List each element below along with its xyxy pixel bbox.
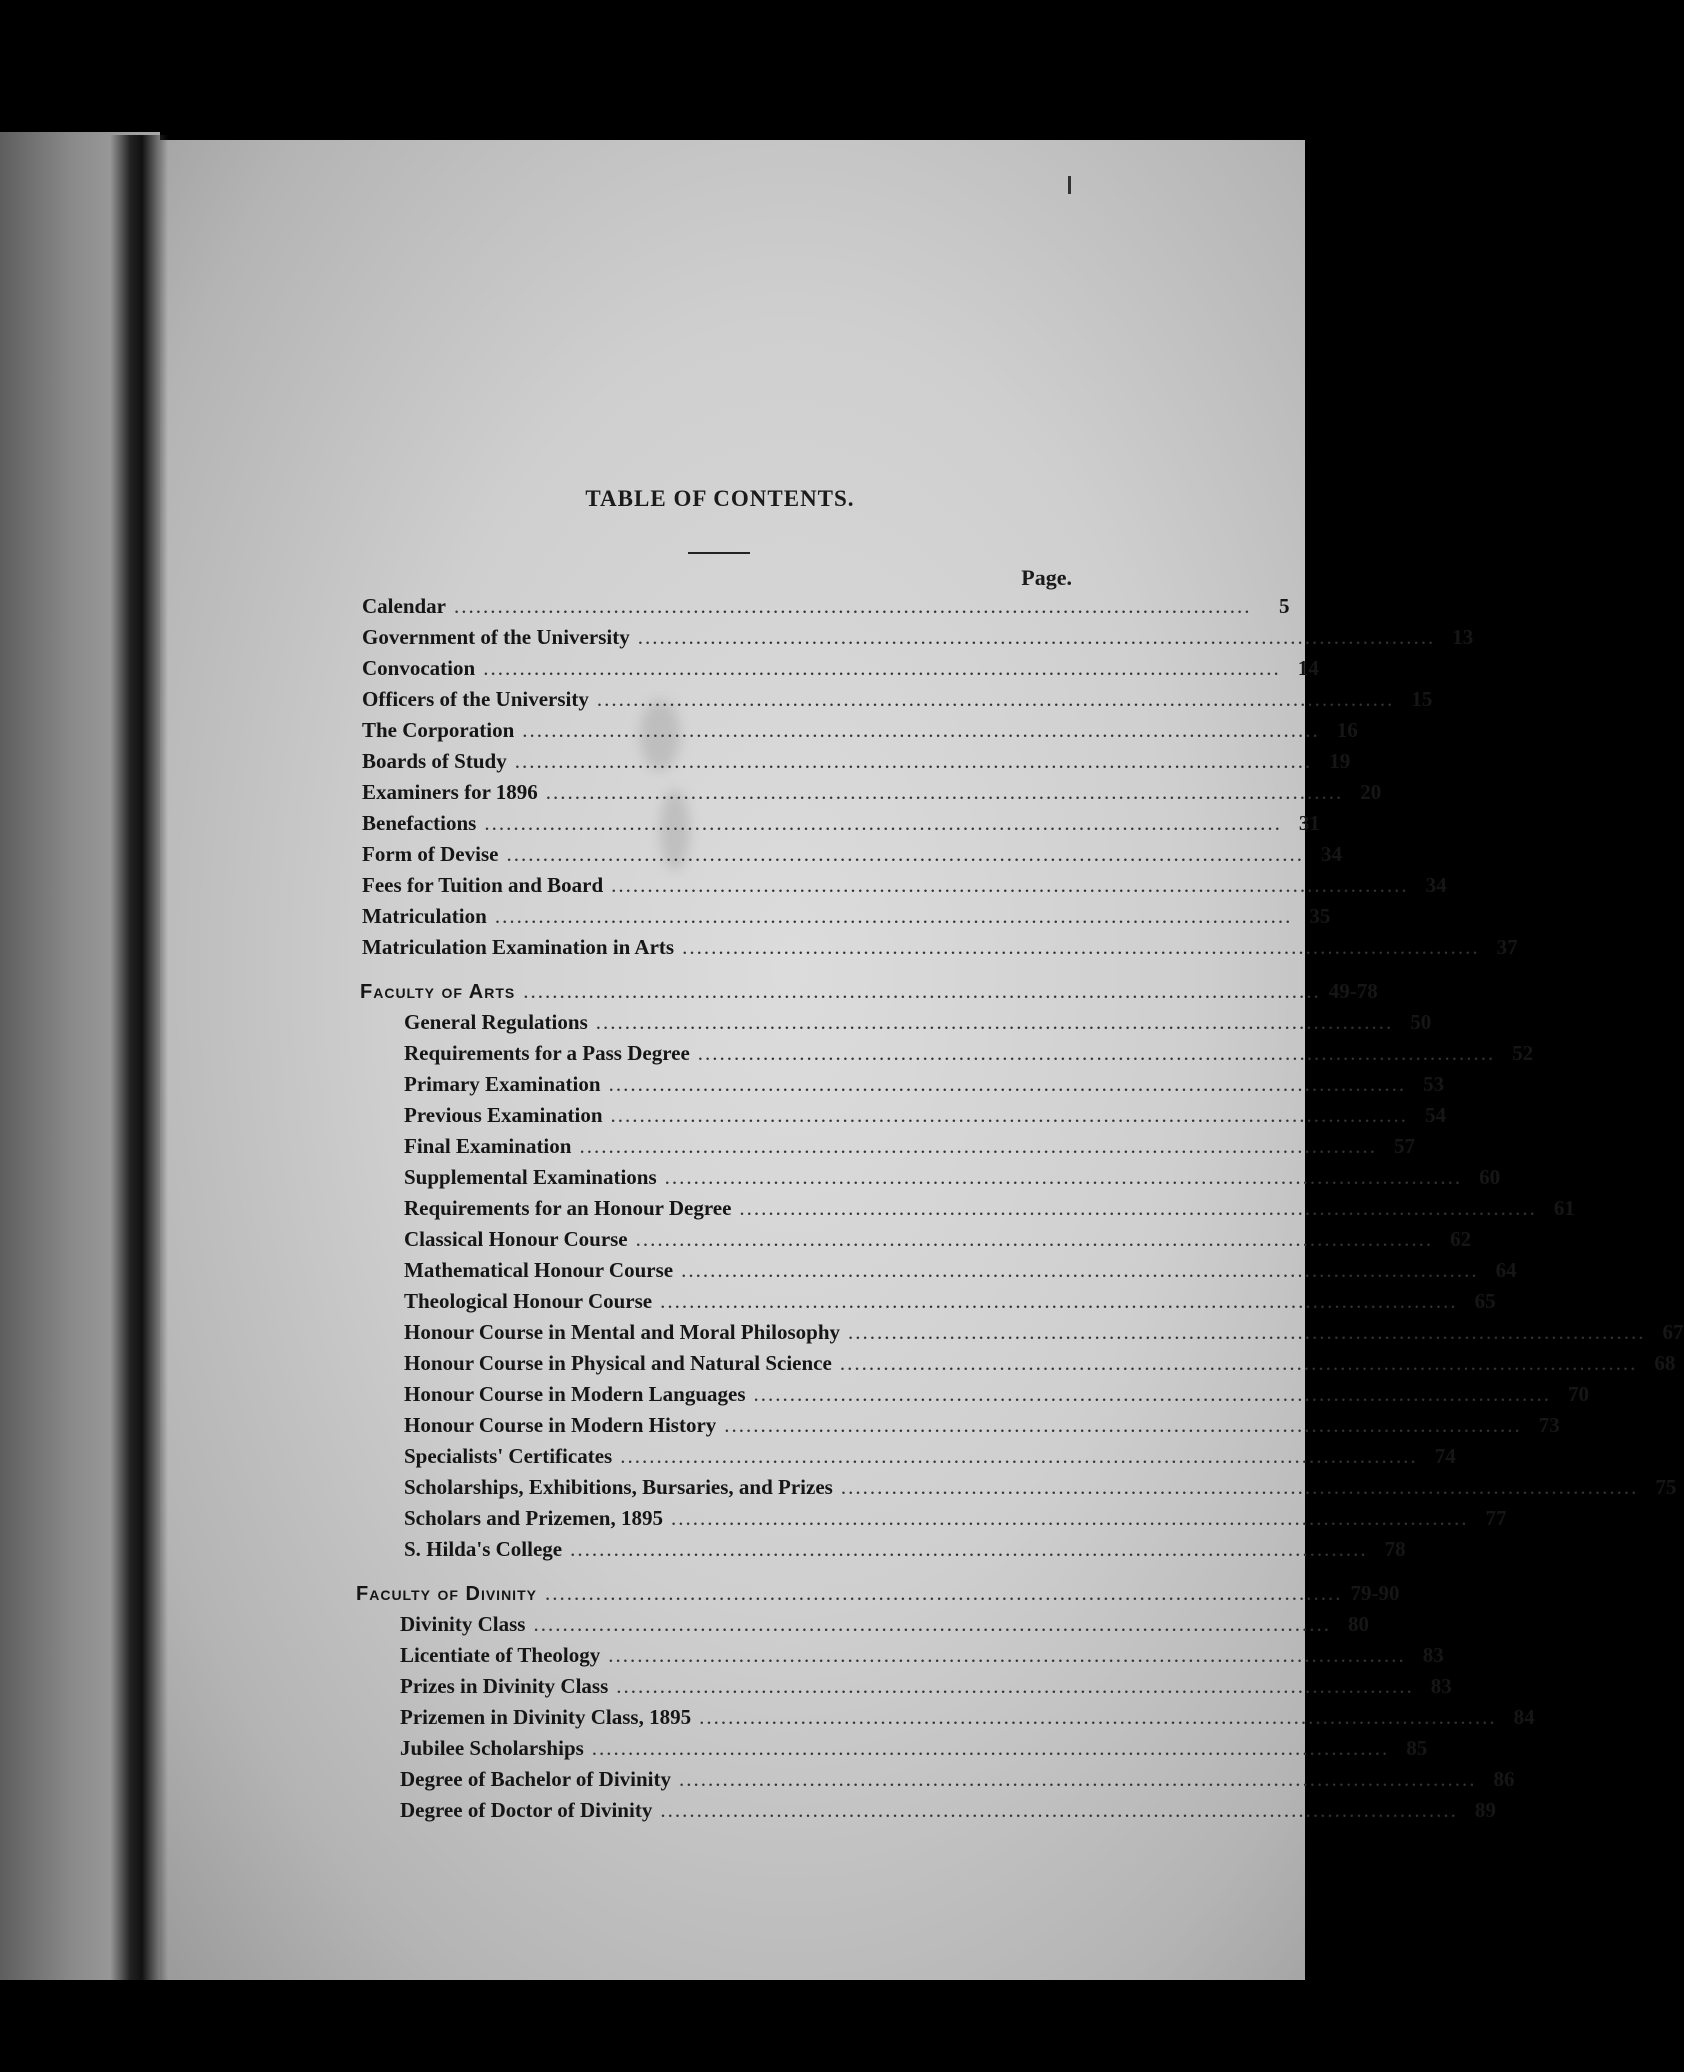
leader-dots: .............................................................................................................. [699,1705,1497,1729]
leader-dots: .............................................................................................................. [697,1041,1496,1065]
leader-dots: .............................................................................................................. [483,656,1281,680]
entry-label: Prizemen in Divinity Class, 1895 [400,1705,692,1729]
toc-entry[interactable] [404,1038,1534,1068]
entry-label: Previous Examination [404,1103,603,1127]
leader-dots: .............................................................................................................. [484,811,1282,835]
leader-dots: .............................................................................................................. [739,1196,1537,1220]
toc-entry[interactable] [400,1764,1515,1794]
entry-label: Primary Examination [404,1072,601,1096]
entry-page: 15 [1411,687,1433,711]
entry-page: 52 [1512,1041,1534,1065]
section-heading-arts[interactable] [360,976,1378,1006]
toc-entry[interactable] [404,1441,1456,1471]
leader-dots: .............................................................................................................. [523,979,1321,1003]
toc-entry[interactable] [404,1007,1432,1037]
entry-label: Degree of Bachelor of Divinity [400,1767,672,1791]
entry-page: 67 [1662,1320,1684,1344]
toc-entry[interactable] [362,591,1290,621]
leader-dots: .............................................................................................................. [616,1674,1414,1698]
leader-dots: .............................................................................................................. [591,1736,1390,1760]
leader-dots: .............................................................................................................. [494,904,1293,928]
entry-page: 53 [1423,1072,1445,1096]
page-title: TABLE OF CONTENTS. [585,486,855,511]
toc-entry[interactable] [400,1733,1428,1763]
toc-entry[interactable] [404,1348,1676,1378]
entry-page: 34 [1320,842,1342,866]
entry-label: Specialists' Certificates [404,1444,613,1468]
toc-entry[interactable] [404,1162,1501,1192]
leader-dots: .............................................................................................................. [848,1320,1646,1344]
entry-label: Licentiate of Theology [400,1643,601,1667]
leader-dots: .............................................................................................................. [611,873,1409,897]
toc-entry[interactable] [400,1640,1444,1670]
entry-label: Examiners for 1896 [362,780,538,804]
section-pages: 79-90 [1350,1581,1400,1605]
leader-dots: .............................................................................................................. [514,749,1313,773]
toc-entry[interactable] [400,1671,1452,1701]
entry-page: 14 [1297,656,1319,680]
toc-entry[interactable] [400,1795,1496,1825]
leader-dots: .............................................................................................................. [506,842,1304,866]
toc-entry[interactable] [362,622,1474,652]
toc-entry[interactable] [362,777,1382,807]
entry-page: 74 [1434,1444,1456,1468]
entry-page: 83 [1422,1643,1444,1667]
entry-label: Honour Course in Modern Languages [404,1382,746,1406]
leader-dots: .............................................................................................................. [724,1413,1522,1437]
entry-label: Calendar [362,594,446,618]
leader-dots: .............................................................................................................. [753,1382,1551,1406]
leader-dots: .............................................................................................................. [664,1165,1463,1189]
toc-entry[interactable] [362,839,1342,869]
entry-label: Theological Honour Course [404,1289,653,1313]
toc-entry[interactable] [404,1379,1589,1409]
entry-page: 13 [1452,625,1474,649]
entry-label: Matriculation [362,904,487,928]
leader-dots: .............................................................................................................. [635,1227,1434,1251]
page-column-header: Page. [1021,565,1072,590]
leader-dots: .............................................................................................................. [681,1258,1479,1282]
entry-page: 78 [1384,1537,1406,1561]
entry-page: 73 [1538,1413,1560,1437]
toc-entry[interactable] [400,1702,1535,1732]
toc-entry[interactable] [404,1255,1517,1285]
leader-dots: .............................................................................................................. [620,1444,1418,1468]
leader-dots: .............................................................................................................. [608,1072,1407,1096]
entry-page: 34 [1425,873,1447,897]
entry-label: Officers of the University [362,687,589,711]
entry-page: 35 [1309,904,1331,928]
toc-entry[interactable] [404,1100,1447,1130]
entry-label: Supplemental Examinations [404,1165,657,1189]
leader-dots: .............................................................................................................. [670,1506,1469,1530]
toc-entry[interactable] [404,1503,1507,1533]
entry-label: Honour Course in Physical and Natural Science [404,1351,832,1375]
entry-page: 16 [1336,718,1358,742]
toc-entry[interactable] [404,1410,1560,1440]
title-divider [688,552,750,554]
entry-page: 60 [1479,1165,1501,1189]
leader-dots: .............................................................................................................. [545,780,1344,804]
entry-page: 80 [1347,1612,1369,1636]
toc-entry[interactable] [362,746,1351,776]
entry-page: 57 [1393,1134,1415,1158]
entry-page: 37 [1496,935,1518,959]
toc-entry[interactable] [404,1286,1496,1316]
leader-dots: .............................................................................................................. [596,687,1395,711]
leader-dots: .............................................................................................................. [660,1289,1458,1313]
leader-dots: .............................................................................................................. [679,1767,1477,1791]
toc-entry[interactable] [404,1069,1445,1099]
toc-entry[interactable] [404,1131,1415,1161]
entry-page: 62 [1450,1227,1472,1251]
entry-page: 61 [1553,1196,1575,1220]
toc-entry[interactable] [404,1317,1684,1347]
entry-page: 83 [1430,1674,1452,1698]
leader-dots: .............................................................................................................. [522,718,1320,742]
entry-label: Mathematical Honour Course [404,1258,674,1282]
entry-page: 54 [1425,1103,1447,1127]
entry-page: 75 [1655,1475,1677,1499]
entry-label: Scholarships, Exhibitions, Bursaries, and Prizes [404,1475,833,1499]
entry-label: Boards of Study [362,749,507,773]
entry-page: 31 [1298,811,1320,835]
toc-entry[interactable] [404,1534,1406,1564]
entry-page: 89 [1474,1798,1496,1822]
leader-dots: .............................................................................................................. [840,1475,1639,1499]
entry-page: 86 [1493,1767,1515,1791]
entry-label: General Regulations [404,1010,588,1034]
toc-entry[interactable] [362,715,1358,745]
leader-dots: .............................................................................................................. [610,1103,1409,1127]
toc-entry[interactable] [404,1193,1575,1223]
section-heading-divinity[interactable] [356,1578,1400,1608]
entry-label: Honour Course in Mental and Moral Philosophy [404,1320,840,1344]
leader-dots: .............................................................................................................. [570,1537,1368,1561]
leader-dots: .............................................................................................................. [839,1351,1638,1375]
toc-entry[interactable] [362,870,1447,900]
entry-label: Classical Honour Course [404,1227,628,1251]
entry-label: Convocation [362,656,476,680]
entry-page: 65 [1474,1289,1496,1313]
section-label: Faculty of Arts [360,981,516,1003]
leader-dots: .............................................................................................................. [637,625,1436,649]
entry-page: 50 [1410,1010,1432,1034]
entry-label: Divinity Class [400,1612,526,1636]
entry-label: Form of Devise [362,842,499,866]
entry-label: Matriculation Examination in Arts [362,935,675,959]
leader-dots: .............................................................................................................. [682,935,1480,959]
toc-entry[interactable] [362,808,1320,838]
entry-page: 20 [1360,780,1382,804]
toc-entry[interactable] [404,1224,1472,1254]
toc-entry[interactable] [400,1609,1369,1639]
entry-page: 19 [1329,749,1351,773]
entry-label: Degree of Doctor of Divinity [400,1798,653,1822]
leader-dots: .............................................................................................................. [660,1798,1458,1822]
entry-page: 77 [1485,1506,1507,1530]
entry-label: Final Examination [404,1134,572,1158]
entry-label: The Corporation [362,718,515,742]
entry-label: Scholars and Prizemen, 1895 [404,1506,663,1530]
leader-dots: .............................................................................................................. [533,1612,1331,1636]
leader-dots: .............................................................................................................. [544,1581,1343,1605]
entry-page: 68 [1654,1351,1676,1375]
toc-entry[interactable] [362,932,1518,962]
entry-page: 70 [1568,1382,1589,1406]
entry-page: 64 [1495,1258,1517,1282]
leader-dots: .............................................................................................................. [595,1010,1394,1034]
entry-label: Honour Course in Modern History [404,1413,717,1437]
entry-page: 5 [1279,594,1290,618]
toc-entry[interactable] [362,901,1331,931]
toc-entry[interactable] [362,684,1433,714]
entry-label: S. Hilda's College [404,1537,563,1561]
section-pages: 49-78 [1328,979,1378,1003]
leader-dots: .............................................................................................................. [608,1643,1406,1667]
entry-label: Jubilee Scholarships [400,1736,584,1760]
entry-label: Benefactions [362,811,477,835]
section-label: Faculty of Divinity [356,1583,537,1605]
entry-page: 85 [1406,1736,1428,1760]
entry-label: Requirements for a Pass Degree [404,1041,690,1065]
entry-label: Requirements for an Honour Degree [404,1196,732,1220]
toc-entry[interactable] [404,1472,1677,1502]
entry-label: Prizes in Divinity Class [400,1674,609,1698]
entry-label: Government of the University [362,625,630,649]
leader-dots: .............................................................................................................. [579,1134,1377,1158]
entry-label: Fees for Tuition and Board [362,873,604,897]
leader-dots: .............................................................................................................. [454,594,1252,618]
toc-entry[interactable] [362,653,1319,683]
entry-page: 84 [1513,1705,1535,1729]
